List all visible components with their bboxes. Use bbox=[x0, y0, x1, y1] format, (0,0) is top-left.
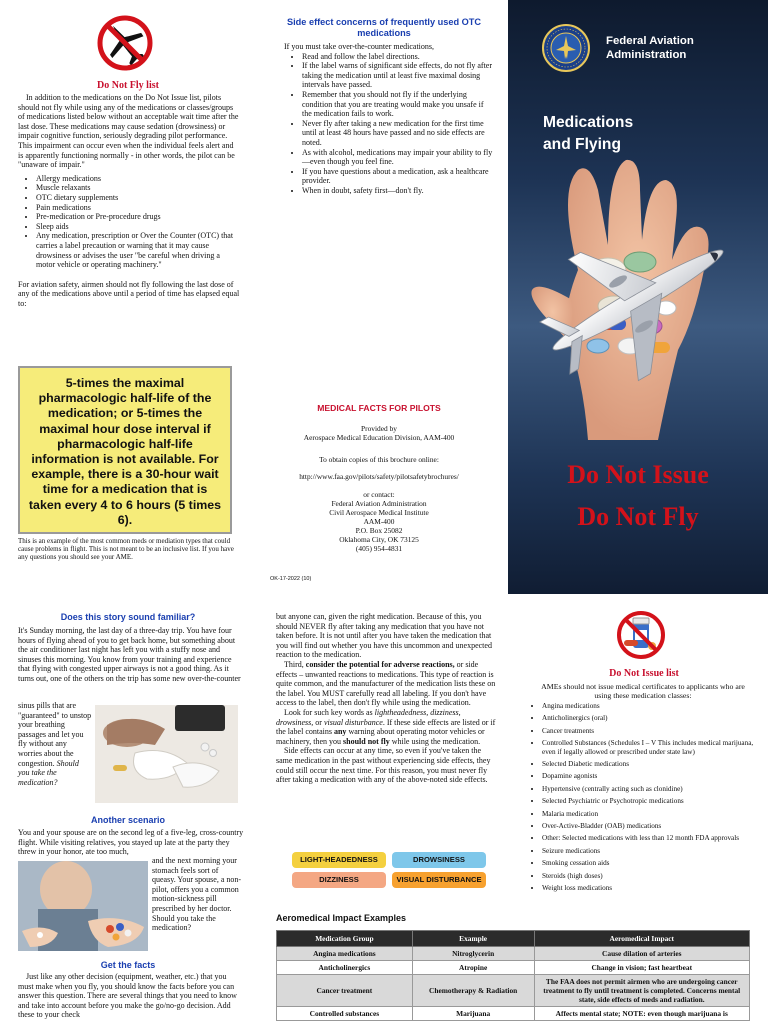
story-side bbox=[18, 701, 92, 787]
list-item: • Read and follow the label directions. bbox=[302, 52, 494, 62]
paragraph bbox=[276, 708, 496, 746]
paragraph: but anyone can, given the right medication. Because of this, you should NEVER fly after taking any medication that you have not taken before. It is not until after you have taken the medication that you will find out whether you have this uncommon and unexpected reaction to the medication. bbox=[276, 612, 492, 660]
text-run: warning about operating motor vehicles or machinery, then you bbox=[276, 727, 485, 746]
table-title: Aeromedical Impact Examples bbox=[276, 913, 407, 923]
list-item: • As with alcohol, medications may impair your ability to fly—even though you feel fine. bbox=[302, 148, 494, 167]
do-not-issue-items bbox=[524, 698, 764, 893]
table-cell: Atropine bbox=[412, 961, 534, 975]
text-run-bold: consider the potential for adverse reactions, bbox=[305, 659, 455, 669]
address-line: Civil Aerospace Medical Institute bbox=[329, 508, 429, 517]
address-line: Oklahoma City, OK 73125 bbox=[339, 535, 419, 544]
badge-light-headedness: LIGHT-HEADEDNESS bbox=[292, 852, 386, 868]
list-item: • Remember that you should not fly if the underlying condition that you are treating would make you unsafe if the medication fails to work. bbox=[302, 90, 494, 119]
badge-visual-disturbance: VISUAL DISTURBANCE bbox=[392, 872, 486, 888]
division: Aerospace Medical Education Division, AAM-400 bbox=[303, 433, 455, 442]
do-not-issue-title: Do Not Issue list bbox=[609, 668, 679, 679]
paragraph bbox=[276, 660, 496, 708]
text-run: or bbox=[313, 717, 324, 727]
list-item: • Angina medications bbox=[542, 702, 764, 710]
list-item: • Muscle relaxants bbox=[36, 183, 240, 193]
do-not-issue-intro: AMEs should not issue medical certificates to applicants who are using these medication classes: bbox=[541, 682, 745, 701]
hand-pills-airplane-image bbox=[508, 150, 768, 440]
list-item: • Smoking cessation aids bbox=[542, 859, 764, 867]
brochure-code: OK-17-2022 (10) bbox=[270, 576, 312, 582]
list-item: • Selected Diabetic medications bbox=[542, 760, 764, 768]
column-header: Aeromedical Impact bbox=[534, 931, 749, 947]
list-item: • Controlled Substances (Schedules I – V This includes medical marijuana, even if legally allowed or prescribed under state law) bbox=[542, 739, 764, 756]
table-cell: Angina medications bbox=[277, 947, 413, 961]
table-cell: Controlled substances bbox=[277, 1007, 413, 1021]
no-airplane-icon bbox=[96, 14, 154, 72]
table-cell: Change in vision; fast heartbeat bbox=[534, 961, 749, 975]
text-run-bold: any bbox=[333, 727, 347, 737]
list-item: • Never fly after taking a new medication for the first time until at least 48 hours have passed and no side effects are noted. bbox=[302, 119, 494, 148]
copies-text: To obtain copies of this brochure online: bbox=[319, 455, 439, 464]
list-item: • Weight loss medications bbox=[542, 884, 764, 892]
wait-time-box: 5-times the maximal pharmacologic half-life of the medication; or 5-times the maximal hour dose interval if pharmacologic half-life information is not available. For example, there is a 30-hour wait time for a medication that is taken every 4 to 6 hours (5 times 6). bbox=[18, 366, 232, 534]
address-line: AAM-400 bbox=[363, 517, 395, 526]
text-run: while using the medication. bbox=[389, 736, 481, 746]
column-header: Example bbox=[412, 931, 534, 947]
aviation-safety-text: For aviation safety, airmen should not fly following the last dose of any of the medications above until a period of time has elapsed equal to: bbox=[18, 279, 240, 308]
table-cell: Marijuana bbox=[412, 1007, 534, 1021]
list-item: • Allergy medications bbox=[36, 174, 240, 184]
list-item: • Dopamine agonists bbox=[542, 772, 764, 780]
text-run: Look for such key words as bbox=[284, 707, 375, 717]
address-line: P.O. Box 25082 bbox=[355, 526, 403, 535]
story-side-text: sinus pills that are "guaranteed" to unstop your breathing passages and let you fly without any worries about the congestion. bbox=[18, 701, 92, 768]
story-title: Does this story sound familiar? bbox=[60, 612, 196, 622]
text-run: Third, bbox=[284, 659, 306, 669]
badge-dizziness: DIZZINESS bbox=[292, 872, 386, 888]
panel-story bbox=[0, 596, 256, 1024]
list-item: • When in doubt, safety first—don't fly. bbox=[302, 186, 494, 196]
agency-line: Administration bbox=[606, 49, 687, 61]
list-item: • If the label warns of significant side effects, do not fly after taking the medication until at least five maximal dosing intervals have passed. bbox=[302, 61, 494, 90]
do-not-fly-title: Do Not Fly list bbox=[97, 80, 159, 91]
otc-intro: If you must take over-the-counter medications, bbox=[284, 42, 435, 51]
table-cell: Affects mental state; NOTE: even though marijuana is bbox=[534, 1007, 749, 1021]
scenario-title: Another scenario bbox=[90, 815, 166, 825]
address-line: Federal Aviation Administration bbox=[331, 499, 427, 508]
contact-text: or contact: bbox=[363, 490, 395, 499]
list-item: • Hypertensive (centrally acting such as clonidine) bbox=[542, 785, 764, 793]
list-item: • Any medication, prescription or Over the Counter (OTC) that carries a label precaution or warning that it may cause drowsiness or advises the user "be careful when driving a motor vehicle or operating machinery." bbox=[36, 231, 240, 269]
do-not-fly-intro: In addition to the medications on the Do Not Issue list, pilots should not fly while using any of the medications or classes/groups of medications listed below without an acceptable wait time after the last dose. These medications may cause sedation (drowsiness) or impair cognitive function, seriously degrading pilot performance. This impairment can occur even when the individual feels alert and is apparently functioning normally - in other words, the pilot can be "unaware of impair." bbox=[18, 93, 239, 170]
list-item: • Pre-medication or Pre-procedure drugs bbox=[36, 212, 240, 222]
story-question: Should you take the medication? bbox=[18, 758, 79, 787]
provided-by: Provided by bbox=[361, 424, 397, 433]
faa-seal-icon bbox=[542, 24, 590, 72]
facts-title: Get the facts bbox=[100, 960, 156, 970]
panel-do-not-fly bbox=[0, 0, 256, 590]
agency-line: Federal Aviation bbox=[606, 35, 694, 47]
otc-text bbox=[284, 42, 494, 196]
column-header: Medication Group bbox=[277, 931, 413, 947]
facts-text: Just like any other decision (equipment, weather, etc.) that you must make when you fly, you should know the facts before you can answer this question. There are several things that you need to know and take into account before you make the go/no-go decision. Add these to your check bbox=[18, 972, 237, 1020]
no-medication-icon bbox=[616, 610, 666, 660]
table-cell: Cancer treatment bbox=[277, 975, 413, 1007]
table-cell: Cause dilation of arteries bbox=[534, 947, 749, 961]
text-run: . If these side effects are listed or if the label contains bbox=[276, 717, 496, 737]
contact-block bbox=[268, 424, 490, 553]
title-line: and Flying bbox=[543, 136, 621, 153]
slogan-do-not-issue: Do Not Issue bbox=[567, 460, 709, 489]
brochure-url[interactable]: http://www.faa.gov/pilots/safety/pilotsafetybrochures/ bbox=[299, 472, 459, 481]
slogan-do-not-fly: Do Not Fly bbox=[577, 502, 699, 531]
list-item: • Other: Selected medications with less than 12 month FDA approvals bbox=[542, 834, 764, 842]
list-item: • Over-Active-Bladder (OAB) medications bbox=[542, 822, 764, 830]
text-run-italic: lightheadedness, dizziness, drowsiness, bbox=[276, 707, 461, 727]
do-not-fly-items bbox=[18, 174, 240, 270]
list-item: • If you have questions about a medication, ask a healthcare provider. bbox=[302, 167, 494, 186]
panel-do-not-issue bbox=[520, 596, 768, 1024]
table-cell: Chemotherapy & Radiation bbox=[412, 975, 534, 1007]
list-item: • Seizure medications bbox=[542, 847, 764, 855]
pills-tissues-photo bbox=[95, 705, 238, 803]
list-item: • Selected Psychiatric or Psychotropic medications bbox=[542, 797, 764, 805]
list-item: • Malaria medication bbox=[542, 810, 764, 818]
footnote: This is an example of the most common meds or mediation types that could cause problems in flight. This is not meant to be an inclusive list. If you have any questions you should see your AME. bbox=[18, 537, 234, 562]
badge-drowsiness: DROWSINESS bbox=[392, 852, 486, 868]
scenario-side: and the next morning your stomach feels sort of queasy. Your spouse, a non-pilot, offers you a common motion-sickness pill prescribed by her doctor. Should you take the medication? bbox=[152, 856, 242, 933]
address-line: (405) 954-4831 bbox=[355, 544, 403, 553]
list-item: • Pain medications bbox=[36, 203, 240, 213]
story-text: It's Sunday morning, the last day of a three-day trip. You have four hours of flying ahead of you to get back home, but something about the air conditioner last night has left you with a stuffy nose and sinuses this morning. You know from your training and experience that flying with congested upper airways is not a good thing. As it turns out, one of the others on the trip has some new over-the-counter bbox=[18, 626, 241, 683]
table-cell: Nitroglycerin bbox=[412, 947, 534, 961]
scenario-text: You and your spouse are on the second leg of a five-leg, cross-country flight. While visiting relatives, you stayed up late at the party they threw in your honor, ate too much, bbox=[18, 828, 244, 857]
title-line: Medications bbox=[543, 114, 634, 131]
agency-name bbox=[606, 34, 694, 62]
otc-title: Side effect concerns of frequently used OTC medications bbox=[287, 17, 481, 38]
list-item: • Steroids (high doses) bbox=[542, 872, 764, 880]
table-cell: Anticholinergics bbox=[277, 961, 413, 975]
pills-hand-photo bbox=[18, 861, 148, 951]
paragraph: Side effects can occur at any time, so even if you've taken the same medication in the past without experiencing side effects, they could still occur the next time. For this reason, you must never fly after taking a medication with any of the above-noted side effects. bbox=[276, 746, 491, 785]
list-item: • Anticholinergics (oral) bbox=[542, 714, 764, 722]
medical-facts-title: MEDICAL FACTS FOR PILOTS bbox=[317, 403, 441, 413]
text-run-italic: visual disturbance bbox=[323, 717, 383, 727]
list-item: • Sleep aids bbox=[36, 222, 240, 232]
panel-otc-facts bbox=[268, 0, 498, 590]
text-run: or side effects – unwanted reactions to medications. This type of reaction is quite common, and the manufacturer of the medication lists these on the label. You MUST carefully read all labeling. If you don't have access to the label, then don't fly while using the medication. bbox=[276, 659, 496, 708]
side-effects-text bbox=[276, 612, 496, 785]
do-not-fly-text bbox=[18, 93, 240, 308]
cover-panel bbox=[508, 0, 768, 594]
otc-items bbox=[284, 52, 494, 196]
list-item: • Cancer treatments bbox=[542, 727, 764, 735]
table-cell: The FAA does not permit airmen who are undergoing cancer treatment to fly until treatment is completed. Concerns mental state, side effects of meds and radiation. bbox=[534, 975, 749, 1007]
text-run-bold: should not fly bbox=[343, 736, 390, 746]
list-item: • OTC dietary supplements bbox=[36, 193, 240, 203]
